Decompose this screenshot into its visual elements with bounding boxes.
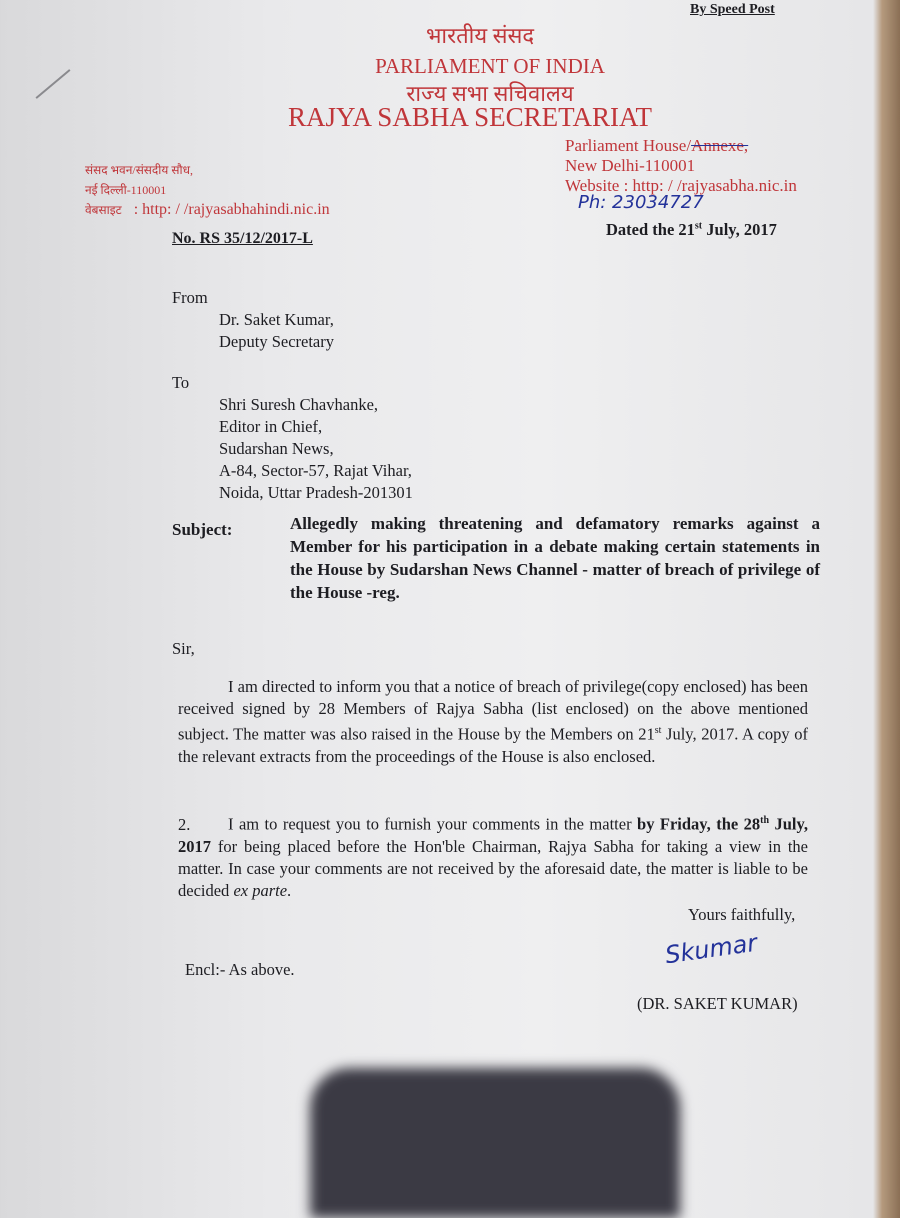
from-block xyxy=(172,287,334,353)
hindi-secretariat: राज्य सभा सचिवालय xyxy=(406,81,574,106)
speed-post-note: By Speed Post xyxy=(690,2,775,17)
hindi-website: : http: / /rajyasabhahindi.nic.in xyxy=(133,201,330,218)
reference-number: No. RS 35/12/2017-L xyxy=(172,230,313,247)
from-line: Dr. Saket Kumar, xyxy=(219,310,334,329)
hindi-address xyxy=(85,160,330,220)
subject-text: Allegedly making threatening and defamatory remarks against a Member for his participation in a debate making certain statements in the House by Sudarshan News Channel - matter of breach of privilege of the House -reg. xyxy=(290,514,820,602)
to-line: A-84, Sector-57, Rajat Vihar, xyxy=(219,461,412,480)
from-line: Deputy Secretary xyxy=(219,332,334,351)
english-address xyxy=(565,136,797,196)
hindi-address-line: नई दिल्ली-110001 xyxy=(85,183,167,197)
paragraph-1: I am directed to inform you that a notice of breach of privilege(copy enclosed) has been received signed by 28 Members of Rajya Sabha (list enclosed) on the above mentioned subject. The matter was also raised in the House by the Members on 21st July, 2017. A copy of the relevant extracts from the proceedings of the House is also enclosed. xyxy=(178,677,808,766)
to-line: Noida, Uttar Pradesh-201301 xyxy=(219,483,413,502)
hindi-address-line: संसद भवन/संसदीय सौध, xyxy=(85,163,193,177)
handwritten-phone: Ph: 23034727 xyxy=(578,192,704,213)
address-line: New Delhi-110001 xyxy=(565,156,696,175)
signature: Skumar xyxy=(663,928,759,970)
hindi-website-label: वेबसाइट xyxy=(85,203,122,217)
enclosure: Encl:- As above. xyxy=(185,960,295,979)
closing: Yours faithfully, xyxy=(688,905,796,924)
english-title: PARLIAMENT OF INDIA xyxy=(375,54,605,78)
signatory-name: (DR. SAKET KUMAR) xyxy=(637,994,798,1013)
salutation: Sir, xyxy=(172,639,195,658)
website: Website : http: / /rajyasabha.nic.in xyxy=(565,176,797,195)
photo-shadow xyxy=(310,1068,680,1218)
to-label: To xyxy=(172,373,190,392)
english-secretariat: RAJYA SABHA SECRETARIAT xyxy=(288,102,652,132)
struck-annexe: Annexe, xyxy=(691,136,749,155)
letter-date: Dated the 21st July, 2017 xyxy=(606,220,777,239)
address-line: Parliament House/ xyxy=(565,136,692,155)
to-line: Editor in Chief, xyxy=(219,417,323,436)
to-block xyxy=(172,372,413,504)
hindi-title: भारतीय संसद xyxy=(425,23,535,48)
subject-label: Subject: xyxy=(172,520,233,539)
from-label: From xyxy=(172,288,208,307)
to-line: Sudarshan News, xyxy=(219,439,334,458)
paragraph-2: 2. I am to request you to furnish your comments in the matter by Friday, the 28th July, 2017 for being placed before the Hon'ble Chairman, Rajya Sabha for taking a view in the matter. In case your comments are not received by the aforesaid date, the matter is liable to be decided ex parte. xyxy=(178,814,808,900)
to-line: Shri Suresh Chavhanke, xyxy=(219,395,379,414)
